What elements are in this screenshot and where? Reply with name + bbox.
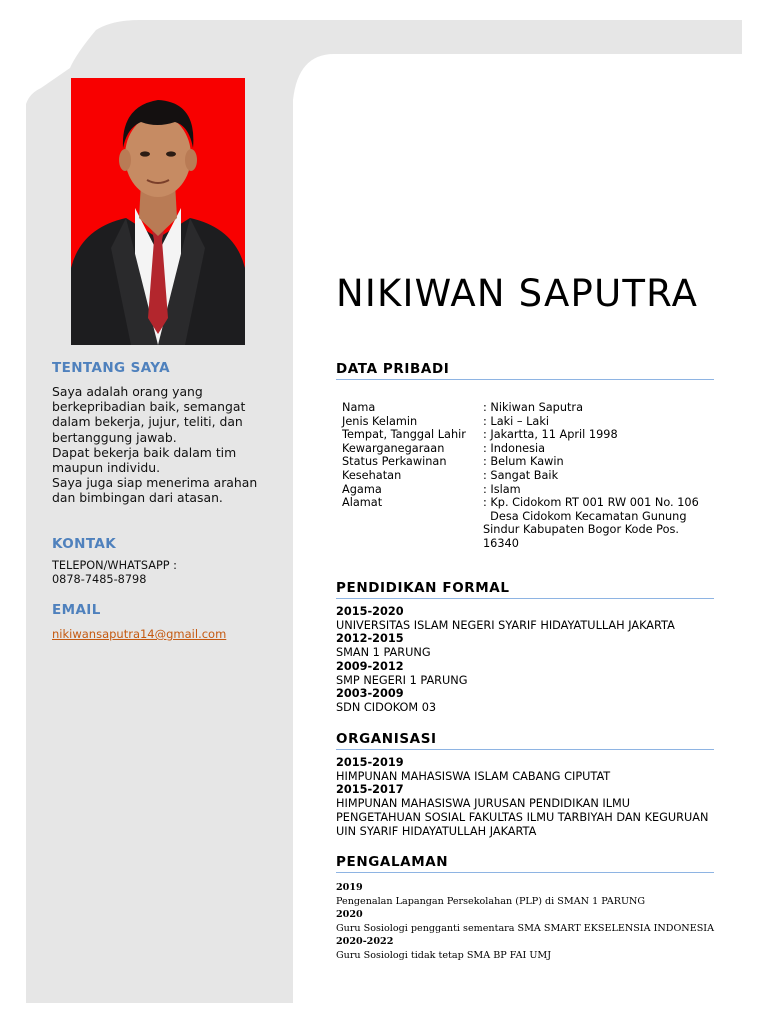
data-value: : Jakartta, 11 April 1998 <box>483 428 618 442</box>
education-heading: PENDIDIKAN FORMAL <box>336 580 510 596</box>
data-value: : Islam <box>483 482 521 496</box>
personal-data-heading: DATA PRIBADI <box>336 361 450 377</box>
data-label: Kewarganegaraan <box>342 441 445 455</box>
section-divider <box>336 379 714 380</box>
education-school: SMP NEGERI 1 PARUNG <box>336 673 468 687</box>
organization-name: HIMPUNAN MAHASISWA ISLAM CABANG CIPUTAT <box>336 769 611 783</box>
address-row <box>342 496 713 550</box>
education-year: 2012-2015 <box>336 632 404 646</box>
data-row <box>342 442 713 456</box>
organization-name: HIMPUNAN MAHASISWA JURUSAN PENDIDIKAN ILMU <box>336 797 631 811</box>
data-row <box>342 401 713 415</box>
data-value: : Indonesia <box>483 441 546 455</box>
education-year: 2015-2020 <box>336 605 404 618</box>
address-line: Sindur Kabupaten Bogor Kode Pos. <box>483 523 679 537</box>
data-value: : Nikiwan Saputra <box>483 401 584 414</box>
about-line: Saya adalah orang yang <box>52 384 203 399</box>
experience-list <box>336 881 714 963</box>
data-row <box>342 469 713 483</box>
data-value: : Sangat Baik <box>483 468 559 482</box>
about-line: berkepribadian baik, semangat <box>52 399 246 415</box>
education-year: 2003-2009 <box>336 687 404 701</box>
section-divider <box>336 598 714 599</box>
organization-name: UIN SYARIF HIDAYATULLAH JAKARTA <box>336 824 537 838</box>
organization-heading: ORGANISASI <box>336 731 437 747</box>
about-line: maupun individu. <box>52 460 161 476</box>
education-list <box>336 605 675 715</box>
section-divider <box>336 749 714 750</box>
address-line: : Kp. Cidokom RT 001 RW 001 No. 106 <box>483 496 699 510</box>
contact-label: TELEPON/WHATSAPP : <box>52 559 177 572</box>
about-text <box>52 384 272 506</box>
data-label: Agama <box>342 482 382 496</box>
experience-desc: Guru Sosiologi tidak tetap SMA BP FAI UMJ <box>336 949 552 961</box>
data-label: Tempat, Tanggal Lahir <box>342 428 466 442</box>
organization-year: 2015-2019 <box>336 756 404 769</box>
email-heading: EMAIL <box>52 602 101 618</box>
data-row <box>342 483 713 497</box>
page-title: NIKIWAN SAPUTRA <box>336 272 699 315</box>
education-year: 2009-2012 <box>336 659 404 673</box>
data-row <box>342 428 713 442</box>
about-line: dalam bekerja, jujur, teliti, dan <box>52 414 243 430</box>
address-label: Alamat <box>342 496 383 510</box>
about-heading: TENTANG SAYA <box>52 360 171 376</box>
education-school: SDN CIDOKOM 03 <box>336 700 437 714</box>
organization-list <box>336 756 708 838</box>
experience-desc: Pengenalan Lapangan Persekolahan (PLP) di SMAN 1 PARUNG <box>336 895 646 907</box>
profile-photo <box>71 78 245 345</box>
organization-name: PENGETAHUAN SOSIAL FAKULTAS ILMU TARBIYAH DAN KEGURUAN <box>336 810 709 824</box>
experience-desc: Guru Sosiologi pengganti sementara SMA SMART EKSELENSIA INDONESIA <box>336 922 714 934</box>
data-label: Jenis Kelamin <box>342 414 418 428</box>
experience-year: 2020-2022 <box>336 936 394 948</box>
about-line: dan bimbingan dari atasan. <box>52 490 223 506</box>
data-value: : Belum Kawin <box>483 455 564 469</box>
section-divider <box>336 872 714 873</box>
contact-phone: 0878-7485-8798 <box>52 573 147 586</box>
experience-year: 2019 <box>336 882 363 893</box>
personal-data-table <box>342 401 713 551</box>
contact-heading: KONTAK <box>52 536 117 552</box>
about-line: Dapat bekerja baik dalam tim <box>52 444 237 460</box>
data-label: Kesehatan <box>342 468 402 482</box>
data-row <box>342 415 713 429</box>
experience-heading: PENGALAMAN <box>336 854 449 870</box>
education-school: SMAN 1 PARUNG <box>336 646 431 660</box>
about-line: Saya juga siap menerima arahan <box>52 475 258 491</box>
data-value: : Laki – Laki <box>483 414 550 428</box>
experience-year: 2020 <box>336 909 363 921</box>
about-line: bertanggung jawab. <box>52 429 177 445</box>
data-label: Status Perkawinan <box>342 455 447 469</box>
address-value <box>483 496 713 550</box>
data-row <box>342 455 713 469</box>
address-line: 16340 <box>483 536 519 550</box>
data-label: Nama <box>342 401 376 414</box>
address-line: Desa Cidokom Kecamatan Gunung <box>483 509 687 523</box>
education-school: UNIVERSITAS ISLAM NEGERI SYARIF HIDAYATULLAH JAKARTA <box>336 618 675 632</box>
email-link[interactable]: nikiwansaputra14@gmail.com <box>52 627 227 641</box>
organization-year: 2015-2017 <box>336 783 404 797</box>
